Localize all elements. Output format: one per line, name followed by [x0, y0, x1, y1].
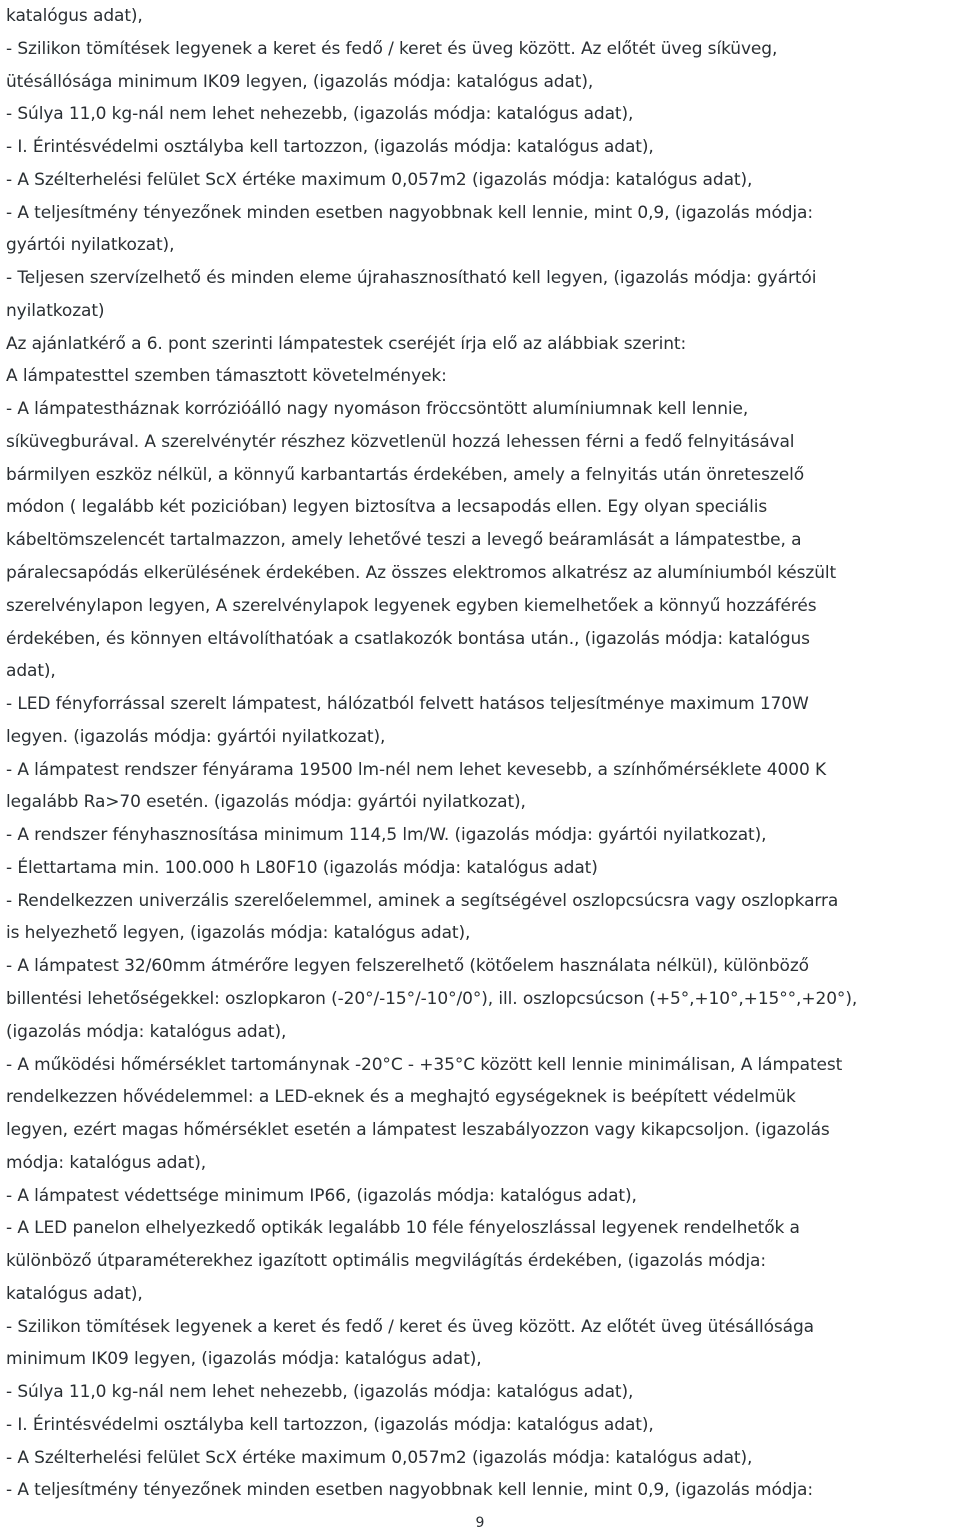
text-line: - A Szélterhelési felület ScX értéke maximum 0,057m2 (igazolás módja: katalógus adat),: [6, 1447, 753, 1468]
text-line: rendelkezzen hővédelemmel: a LED-eknek és a meghajtó egységeknek is beépített védelmük: [6, 1087, 796, 1108]
text-line: - I. Érintésvédelmi osztályba kell tartozzon, (igazolás módja: katalógus adat),: [6, 1414, 654, 1435]
text-line: - Élettartama min. 100.000 h L80F10 (igazolás módja: katalógus adat): [6, 857, 598, 878]
text-line: bármilyen eszköz nélkül, a könnyű karbantartás érdekében, amely a felnyitás után önreteszelő: [6, 464, 805, 485]
text-line: - Súlya 11,0 kg-nál nem lehet nehezebb, (igazolás módja: katalógus adat),: [6, 104, 634, 125]
document-body: [6, 0, 954, 1507]
text-line: gyártói nyilatkozat),: [6, 235, 175, 256]
text-line: - A lámpatestháznak korrózióálló nagy nyomáson fröccsöntött alumíniumnak kell lennie,: [6, 399, 749, 420]
text-line: minimum IK09 legyen, (igazolás módja: katalógus adat),: [6, 1349, 482, 1370]
text-line: Az ajánlatkérő a 6. pont szerinti lámpatestek cseréjét írja elő az alábbiak szerint:: [6, 333, 687, 354]
text-line: nyilatkozat): [6, 300, 105, 321]
text-line: ütésállósága minimum IK09 legyen, (igazolás módja: katalógus adat),: [6, 71, 594, 92]
text-line: legyen, ezért magas hőmérséklet esetén a lámpatest leszabályozzon vagy kikapcsoljon. (igazolás: [6, 1120, 830, 1141]
text-line: (igazolás módja: katalógus adat),: [6, 1021, 287, 1042]
text-line: - A rendszer fényhasznosítása minimum 114,5 lm/W. (igazolás módja: gyártói nyilatkozat),: [6, 825, 767, 846]
text-line: - Szilikon tömítések legyenek a keret és fedő / keret és üveg között. Az előtét üveg ütésállósága: [6, 1316, 814, 1337]
text-line: - A LED panelon elhelyezkedő optikák legalább 10 féle fényeloszlással legyenek rendelhetők a: [6, 1218, 800, 1239]
text-line: - A lámpatest védettsége minimum IP66, (igazolás módja: katalógus adat),: [6, 1185, 637, 1206]
text-line: módja: katalógus adat),: [6, 1152, 207, 1173]
text-line: - A lámpatest rendszer fényárama 19500 lm-nél nem lehet kevesebb, a színhőmérséklete 4000 K: [6, 759, 827, 780]
text-line: - A Szélterhelési felület ScX értéke maximum 0,057m2 (igazolás módja: katalógus adat),: [6, 169, 753, 190]
text-line: katalógus adat),: [6, 1283, 143, 1304]
text-line: kábeltömszelencét tartalmazzon, amely lehetővé teszi a levegő beáramlását a lámpatestbe, a: [6, 530, 802, 551]
text-line: - Súlya 11,0 kg-nál nem lehet nehezebb, (igazolás módja: katalógus adat),: [6, 1382, 634, 1403]
text-line: szerelvénylapon legyen, A szerelvénylapok legyenek egyben kiemelhetőek a könnyű hozzáférés: [6, 595, 817, 616]
text-line: módon ( legalább két pozicióban) legyen biztosítva a lecsapodás ellen. Egy olyan speciális: [6, 497, 768, 518]
text-line: - Rendelkezzen univerzális szerelőelemmel, aminek a segítségével oszlopcsúcsra vagy oszlopkarra: [6, 890, 839, 911]
text-line: - Szilikon tömítések legyenek a keret és fedő / keret és üveg között. Az előtét üveg síküveg,: [6, 38, 778, 59]
text-line: - A teljesítmény tényezőnek minden esetben nagyobbnak kell lennie, mint 0,9, (igazolás módja:: [6, 1480, 813, 1501]
text-line: katalógus adat),: [6, 6, 143, 26]
text-line: érdekében, és könnyen eltávolíthatóak a csatlakozók bontása után., (igazolás módja: katalógus: [6, 628, 810, 649]
text-line: - A teljesítmény tényezőnek minden esetben nagyobbnak kell lennie, mint 0,9, (igazolás módja:: [6, 202, 813, 223]
text-line: - Teljesen szervízelhető és minden eleme újrahasznosítható kell legyen, (igazolás módja: gyártói: [6, 268, 817, 289]
text-line: - LED fényforrással szerelt lámpatest, hálózatból felvett hatásos teljesítménye maximum 170W: [6, 694, 809, 715]
text-line: páralecsapódás elkerülésének érdekében. Az összes elektromos alkatrész az alumíniumból készült: [6, 563, 837, 584]
text-line: is helyezhető legyen, (igazolás módja: katalógus adat),: [6, 923, 471, 944]
text-line: A lámpatesttel szemben támasztott követelmények:: [6, 366, 447, 387]
text-line: különböző útparaméterekhez igazított optimális megvilágítás érdekében, (igazolás módja:: [6, 1251, 766, 1272]
text-line: legyen. (igazolás módja: gyártói nyilatkozat),: [6, 726, 386, 747]
page-number: 9: [475, 1515, 485, 1531]
text-line: síküvegburával. A szerelvénytér részhez közvetlenül hozzá lehessen férni a fedő felnyitásával: [6, 431, 795, 452]
text-line: adat),: [6, 661, 56, 682]
text-line: billentési lehetőségekkel: oszlopkaron (-20°/-15°/-10°/0°), ill. oszlopcsúcson (+5°,+10°,+15°°,+20°),: [6, 988, 858, 1009]
text-line: - A működési hőmérséklet tartománynak -20°C - +35°C között kell lennie minimálisan, A lámpatest: [6, 1054, 843, 1075]
text-line: - I. Érintésvédelmi osztályba kell tartozzon, (igazolás módja: katalógus adat),: [6, 137, 654, 158]
text-line: - A lámpatest 32/60mm átmérőre legyen felszerelhető (kötőelem használata nélkül), különböző: [6, 956, 809, 977]
text-line: legalább Ra>70 esetén. (igazolás módja: gyártói nyilatkozat),: [6, 792, 526, 813]
